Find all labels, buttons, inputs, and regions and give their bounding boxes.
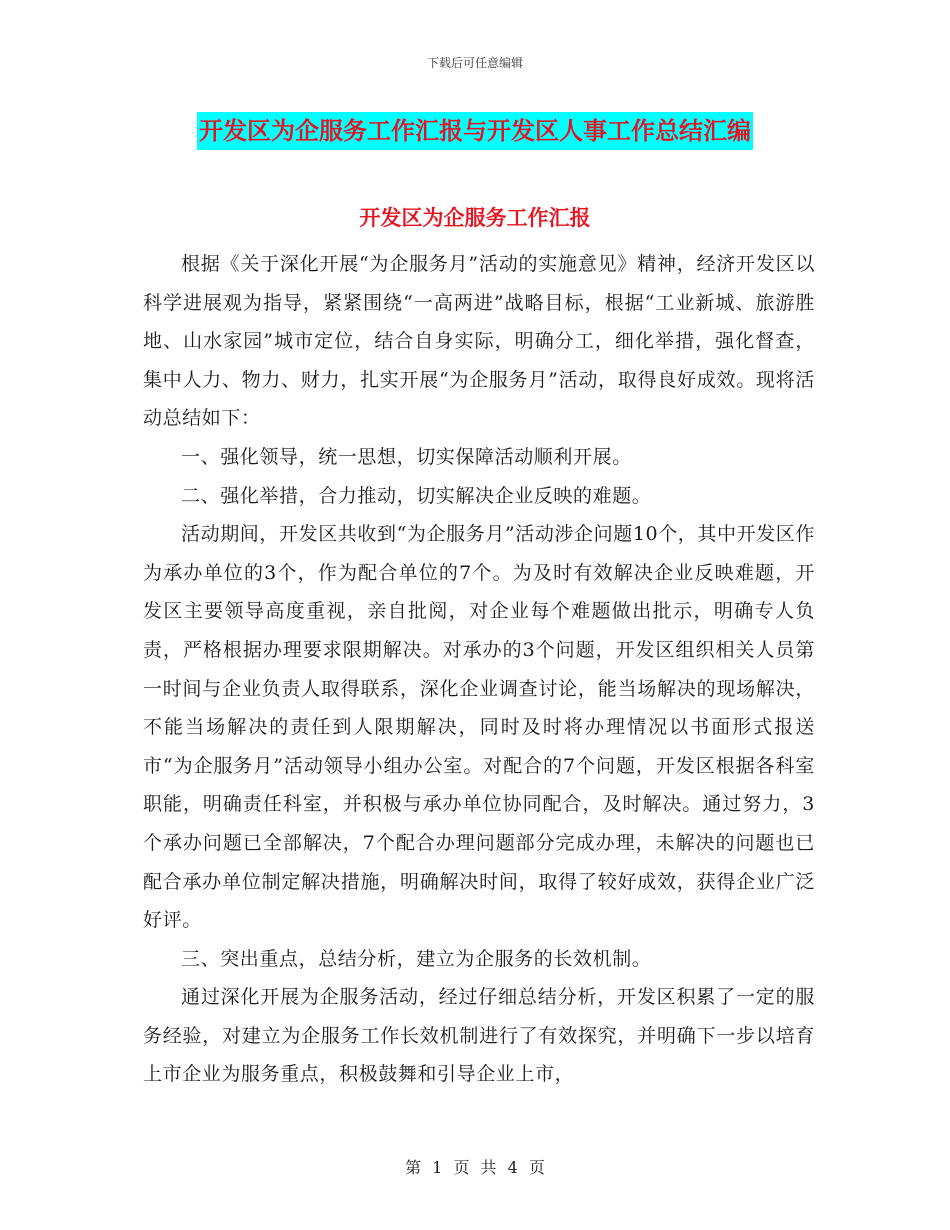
page-footer: 第 1 页 共 4 页	[405, 1158, 545, 1177]
paragraph: 三、突出重点，总结分析，建立为企服务的长效机制。	[181, 947, 652, 970]
paragraph: 活动期间，开发区共收到“为企服务月”活动涉企问题10个，其中开发区作为承办单位的3个，作为配合单位的7个。为及时有效解决企业反映难题，开发区主要领导高度重视，亲自批阅，对企业每个难题做出批示，明确专人负责，严格根据办理要求限期解决。对承办的3个问题，开发区组织相关人员第一时间与企业负责人取得联系，深化企业调查讨论，能当场解决的现场解决，不能当场解决的责任到人限期解决，同时及时将办理情况以书面形式报送市“为企服务月”活动领导小组办公室。对配合的7个问题，开发区根据各科室职能，明确责任科室，并积极与承办单位协同配合，及时解决。通过努力，3个承办问题已全部解决，7个配合办理问题部分完成办理，未解决的问题也已配合承办单位制定解决措施，明确解决时间，取得了较好成效，获得企业广泛好评。	[143, 523, 816, 932]
header-note: 下载后可任意编辑	[426, 56, 523, 70]
paragraph: 通过深化开展为企服务活动，经过仔细总结分析，开发区积累了一定的服务经验，对建立为企服务工作长效机制进行了有效探究，并明确下一步以培育上市企业为服务重点，积极鼓舞和引导企业上市，	[143, 986, 815, 1086]
section-title: 开发区为企服务工作汇报	[359, 205, 591, 230]
paragraph: 一、强化领导，统一思想，切实保障活动顺利开展。	[181, 445, 632, 468]
paragraph: 二、强化举措，合力推动，切实解决企业反映的难题。	[181, 484, 652, 507]
body-text	[143, 245, 815, 1094]
document-title-highlight: 开发区为企服务工作汇报与开发区人事工作总结汇编	[197, 112, 753, 150]
paragraph: 根据《关于深化开展“为企服务月”活动的实施意见》精神，经济开发区以科学进展观为指导，紧紧围绕“一高两进”战略目标，根据“工业新城、旅游胜地、山水家园”城市定位，结合自身实际，明确分工，细化举措，强化督查，集中人力、物力、财力，扎实开展“为企服务月”活动，取得良好成效。现将活动总结如下：	[143, 253, 815, 430]
document-title	[0, 112, 950, 150]
